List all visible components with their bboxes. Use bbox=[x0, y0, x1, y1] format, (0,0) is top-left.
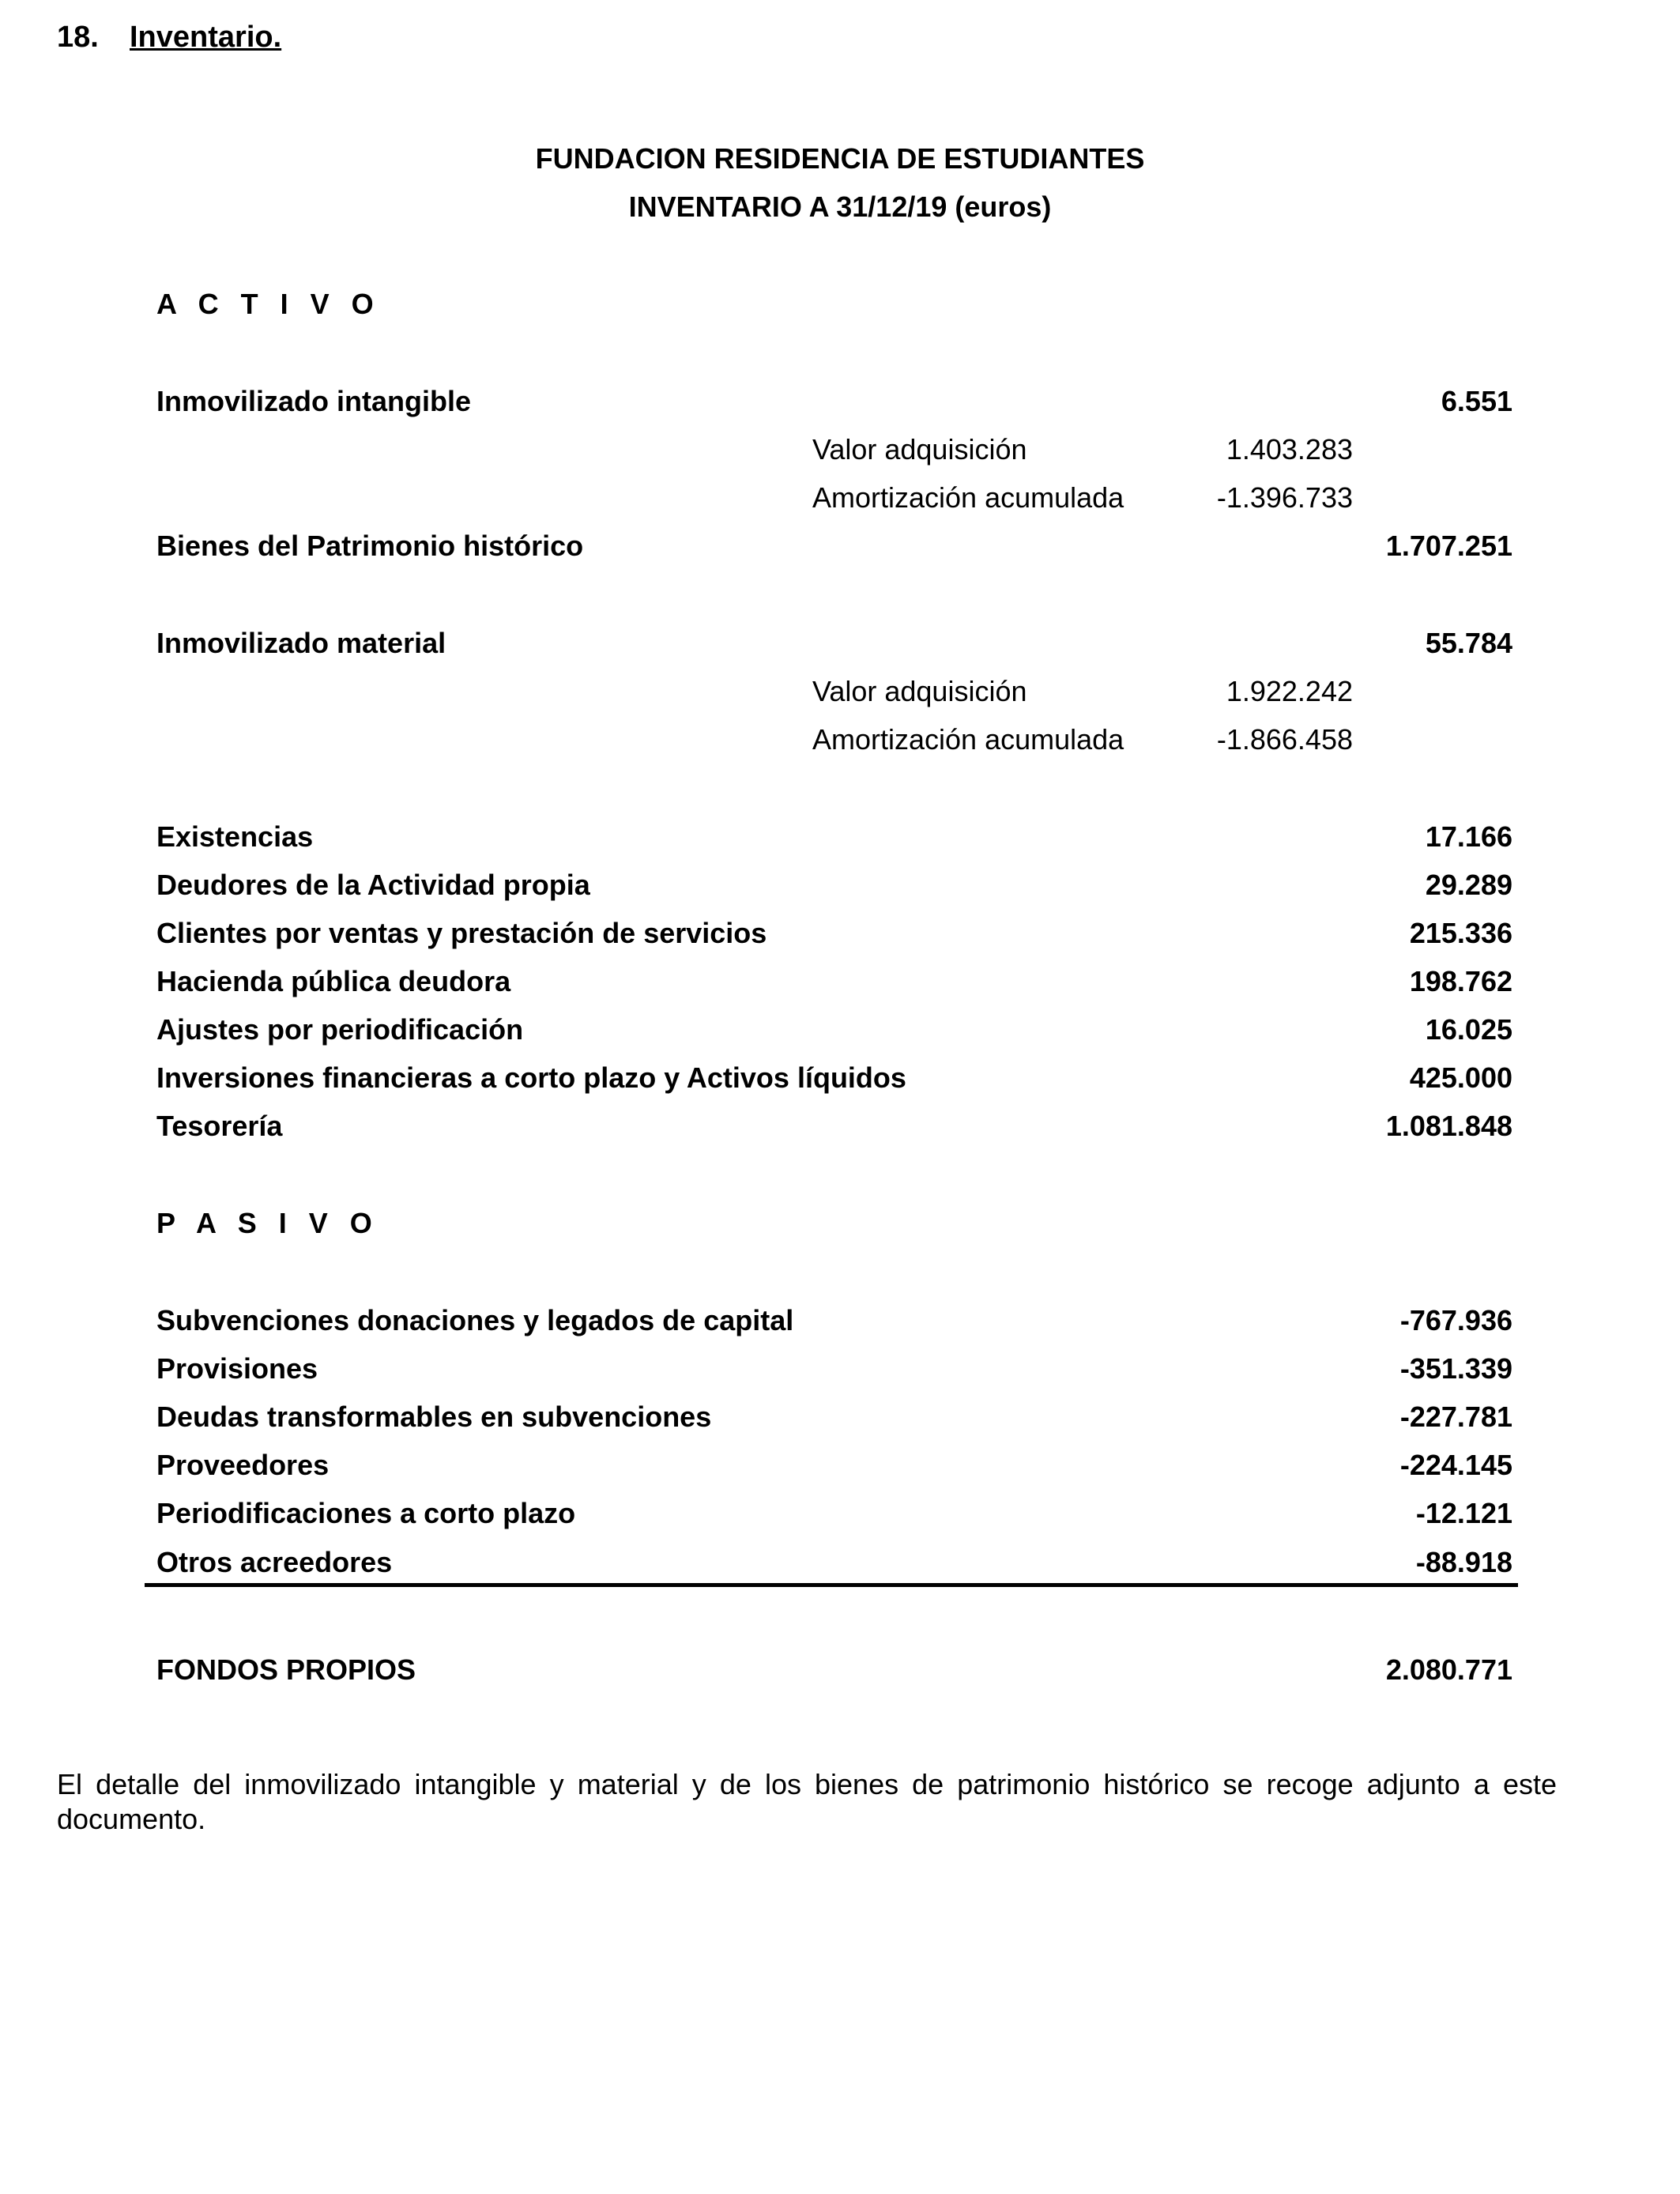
activo-row-label: Existencias bbox=[156, 820, 314, 853]
activo-row-value: 16.025 bbox=[1425, 1013, 1512, 1046]
pasivo-row-value: -227.781 bbox=[1399, 1400, 1512, 1433]
material-acquisition-value: 1.922.242 bbox=[1226, 675, 1353, 707]
material-acquisition-label: Valor adquisición bbox=[812, 675, 1027, 707]
patrimonio-value: 1.707.251 bbox=[1385, 530, 1512, 562]
section-title: Inventario. bbox=[130, 21, 282, 54]
pasivo-row-value: -224.145 bbox=[1399, 1449, 1512, 1481]
material-value: 55.784 bbox=[1425, 627, 1512, 659]
activo-row-value: 425.000 bbox=[1409, 1061, 1512, 1094]
activo-row-value: 215.336 bbox=[1409, 917, 1512, 949]
intangible-label: Inmovilizado intangible bbox=[156, 385, 472, 417]
intangible-acquisition-value: 1.403.283 bbox=[1226, 433, 1353, 466]
material-amortization-value: -1.866.458 bbox=[1216, 723, 1353, 756]
pasivo-heading: P A S I V O bbox=[156, 1207, 379, 1239]
intangible-acquisition-label: Valor adquisición bbox=[812, 433, 1027, 466]
activo-row-label: Deudores de la Actividad propia bbox=[156, 869, 590, 901]
pasivo-row-value: -767.936 bbox=[1399, 1304, 1512, 1336]
section-heading bbox=[57, 22, 281, 52]
activo-row-label: Ajustes por periodificación bbox=[156, 1013, 524, 1046]
pasivo-row-label: Provisiones bbox=[156, 1352, 318, 1385]
organization-title: FUNDACION RESIDENCIA DE ESTUDIANTES bbox=[535, 142, 1145, 175]
pasivo-row-label: Periodificaciones a corto plazo bbox=[156, 1497, 576, 1529]
pasivo-row-label: Subvenciones donaciones y legados de capital bbox=[156, 1304, 794, 1336]
activo-row-value: 29.289 bbox=[1425, 869, 1512, 901]
fondos-propios-label: FONDOS PROPIOS bbox=[156, 1653, 416, 1686]
pasivo-row-value: -351.339 bbox=[1399, 1352, 1512, 1385]
activo-row-value: 198.762 bbox=[1409, 965, 1512, 997]
patrimonio-label: Bienes del Patrimonio histórico bbox=[156, 530, 584, 562]
intangible-amortization-value: -1.396.733 bbox=[1216, 481, 1353, 514]
pasivo-row-label: Deudas transformables en subvenciones bbox=[156, 1400, 712, 1433]
activo-row-value: 17.166 bbox=[1425, 820, 1512, 853]
pasivo-row-label: Proveedores bbox=[156, 1449, 330, 1481]
section-number: 18. bbox=[57, 21, 99, 54]
material-label: Inmovilizado material bbox=[156, 627, 446, 659]
intangible-amortization-label: Amortización acumulada bbox=[812, 481, 1124, 514]
activo-row-label: Tesorería bbox=[156, 1110, 283, 1142]
footnote-paragraph: El detalle del inmovilizado intangible y material y de los bienes de patrimonio histórico se recoge adjunto a este documento. bbox=[57, 1768, 1557, 1835]
activo-row-value: 1.081.848 bbox=[1385, 1110, 1512, 1142]
activo-row-label: Clientes por ventas y prestación de servicios bbox=[156, 917, 767, 949]
pasivo-row-label: Otros acreedores bbox=[156, 1546, 393, 1578]
pasivo-row-value: -12.121 bbox=[1415, 1497, 1512, 1529]
material-amortization-label: Amortización acumulada bbox=[812, 723, 1124, 756]
activo-row-label: Inversiones financieras a corto plazo y Activos líquidos bbox=[156, 1061, 906, 1094]
inventory-subtitle: INVENTARIO A 31/12/19 (euros) bbox=[628, 190, 1052, 223]
pasivo-row-value: -88.918 bbox=[1415, 1546, 1512, 1578]
fondos-propios-value: 2.080.771 bbox=[1385, 1653, 1512, 1686]
total-rule bbox=[145, 1583, 1518, 1587]
activo-heading: A C T I V O bbox=[156, 288, 381, 320]
intangible-value: 6.551 bbox=[1441, 385, 1512, 417]
activo-row-label: Hacienda pública deudora bbox=[156, 965, 511, 997]
